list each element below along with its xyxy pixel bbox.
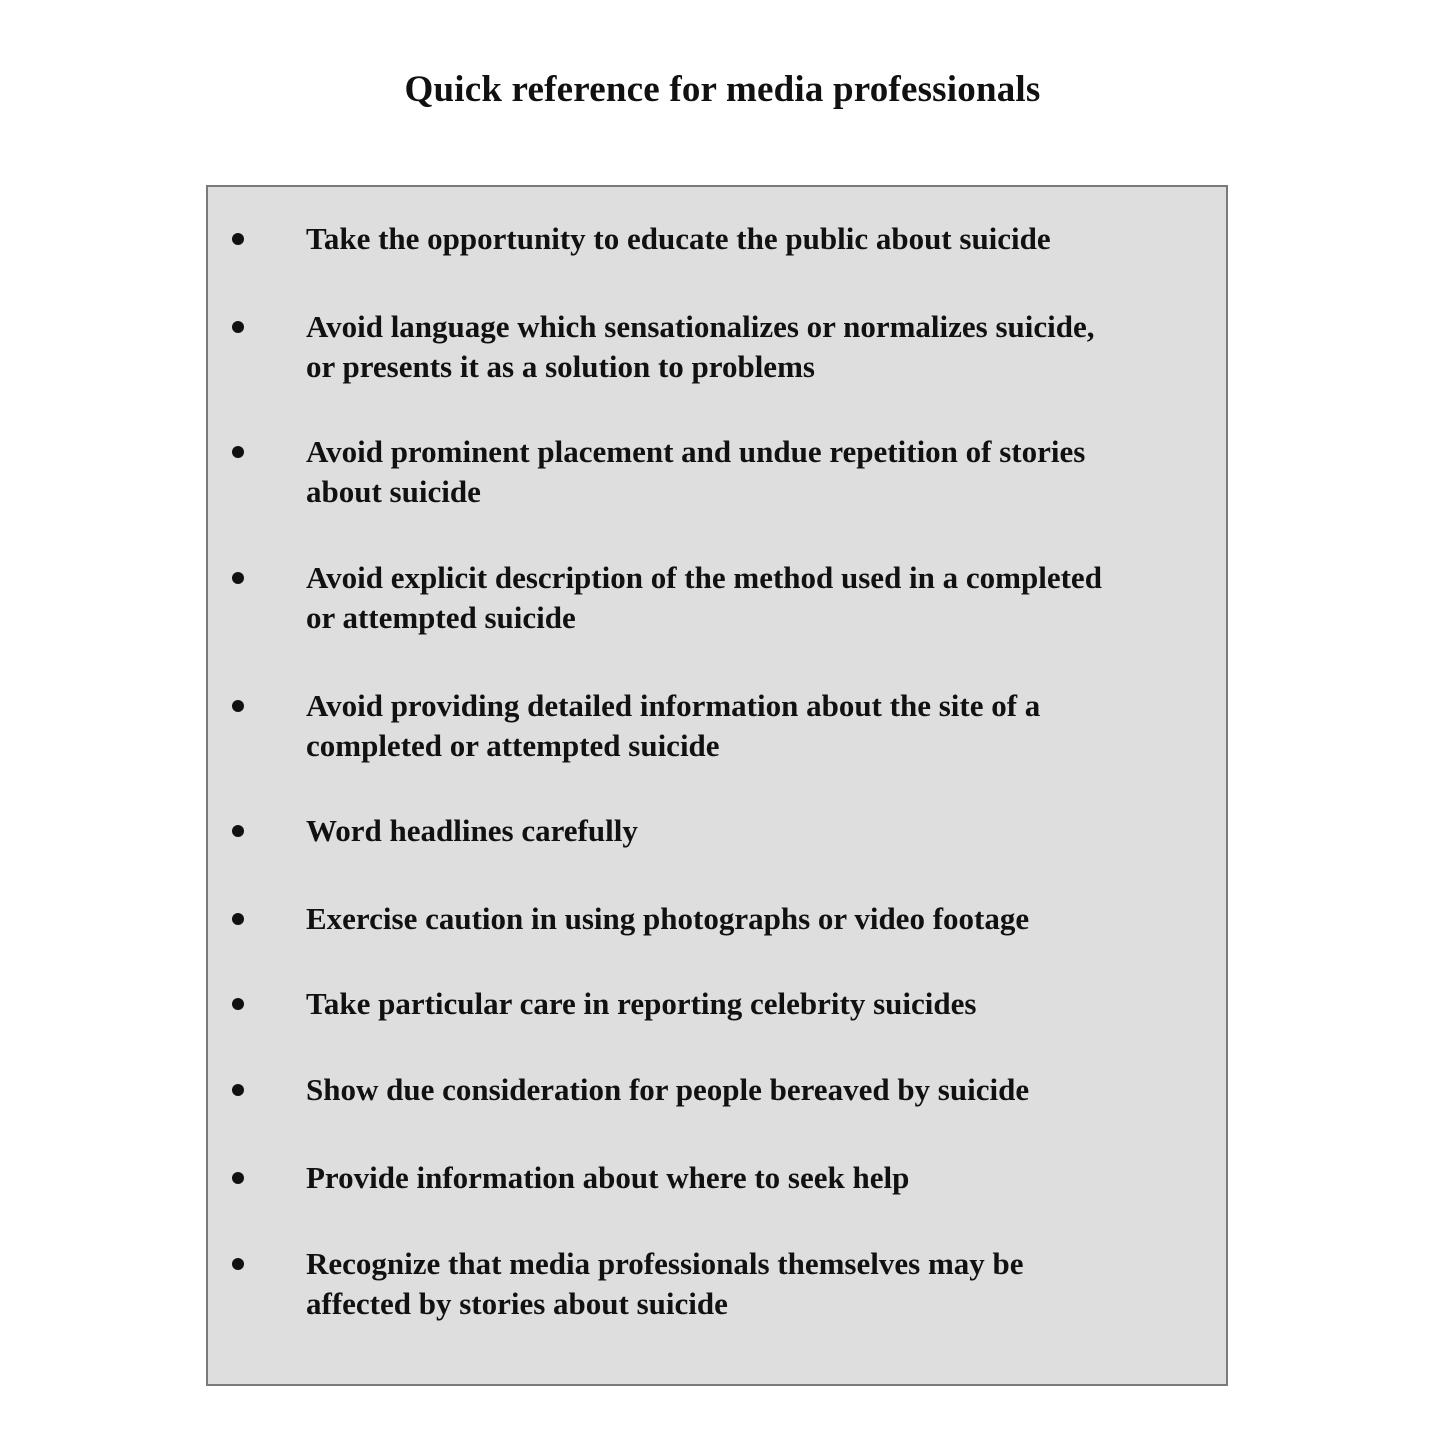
guidelines-box — [206, 185, 1228, 1386]
list-item-text: Avoid prominent placement and undue repetition of stories about suicide — [306, 434, 1086, 509]
list-item-text: Show due consideration for people bereaved by suicide — [306, 1072, 1030, 1107]
bullet-icon — [232, 1084, 244, 1096]
bullet-icon — [232, 1172, 244, 1184]
bullet-icon — [232, 913, 244, 925]
bullet-icon — [232, 1258, 244, 1270]
bullet-icon — [232, 446, 244, 458]
list-item-text: Avoid language which sensationalizes or normalizes suicide, or presents it as a solution to problems — [306, 309, 1095, 384]
list-item-text: Exercise caution in using photographs or video footage — [306, 901, 1030, 936]
bullet-icon — [232, 700, 244, 712]
list-item-text: Word headlines carefully — [306, 813, 638, 848]
list-item-text: Avoid providing detailed information about the site of a completed or attempted suicide — [306, 688, 1041, 763]
bullet-icon — [232, 572, 244, 584]
bullet-icon — [232, 825, 244, 837]
bullet-icon — [232, 321, 244, 333]
bullet-icon — [232, 998, 244, 1010]
list-item-text: Take the opportunity to educate the public about suicide — [306, 221, 1051, 256]
list-item-text: Avoid explicit description of the method used in a completed or attempted suicide — [306, 560, 1102, 635]
list-item-text: Take particular care in reporting celebrity suicides — [306, 986, 977, 1021]
list-item-text: Provide information about where to seek help — [306, 1160, 910, 1195]
page-title: Quick reference for media professionals — [404, 69, 1041, 110]
bullet-icon — [232, 233, 244, 245]
list-item-text: Recognize that media professionals themselves may be affected by stories about suicide — [306, 1246, 1024, 1321]
